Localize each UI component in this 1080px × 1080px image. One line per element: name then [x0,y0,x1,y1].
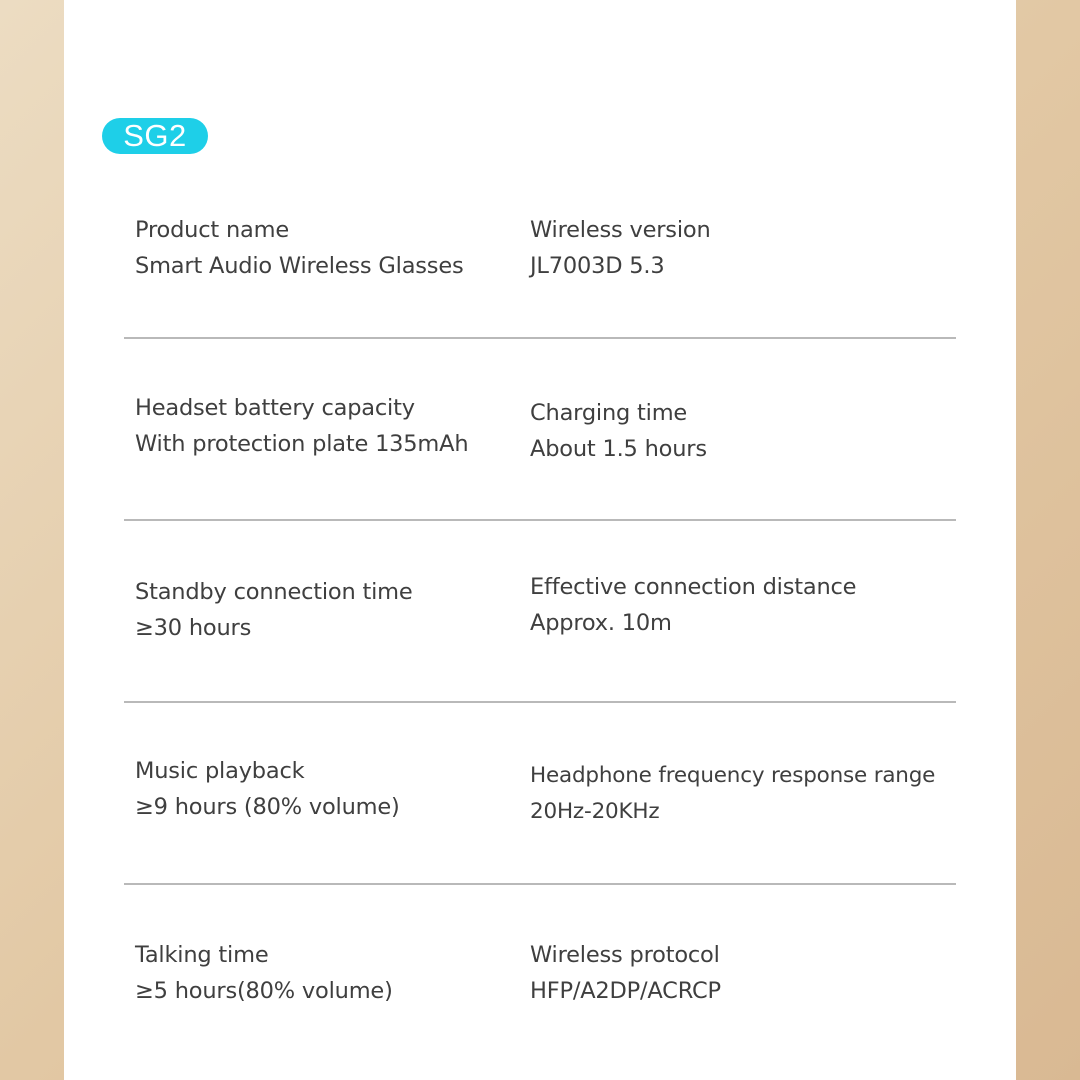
spec-value: ≥30 hours [135,615,252,641]
spec-value: HFP/A2DP/ACRCP [530,978,721,1004]
spec-label: Talking time [135,942,269,968]
spec-label: Effective connection distance [530,574,857,600]
row-divider [124,519,956,521]
spec-label: Wireless protocol [530,942,720,968]
row-divider [124,883,956,885]
spec-label: Standby connection time [135,579,413,605]
spec-label: Charging time [530,400,688,426]
model-badge: SG2 [102,118,208,154]
spec-music-playback [135,753,400,825]
spec-value: With protection plate 135mAh [135,431,469,457]
spec-label: Music playback [135,758,305,784]
spec-label: Wireless version [530,217,711,243]
spec-label: Headset battery capacity [135,395,415,421]
spec-value: Approx. 10m [530,610,672,636]
spec-talking-time [135,937,393,1009]
spec-value: Smart Audio Wireless Glasses [135,253,464,279]
spec-panel [64,0,1016,1080]
row-divider [124,337,956,339]
spec-label: Product name [135,217,289,243]
spec-frequency-range [530,758,935,830]
spec-value: 20Hz-20KHz [530,799,660,824]
spec-product-name [135,212,464,284]
spec-value: About 1.5 hours [530,436,707,462]
spec-value: ≥5 hours(80% volume) [135,978,393,1004]
spec-standby-time [135,574,413,646]
spec-label: Headphone frequency response range [530,763,936,788]
spec-battery-capacity [135,390,468,462]
spec-charging-time [530,395,707,467]
spec-value: ≥9 hours (80% volume) [135,794,400,820]
spec-value: JL7003D 5.3 [530,253,665,279]
spec-connection-distance [530,569,856,641]
row-divider [124,701,956,703]
spec-wireless-protocol [530,937,721,1009]
spec-wireless-version [530,212,711,284]
